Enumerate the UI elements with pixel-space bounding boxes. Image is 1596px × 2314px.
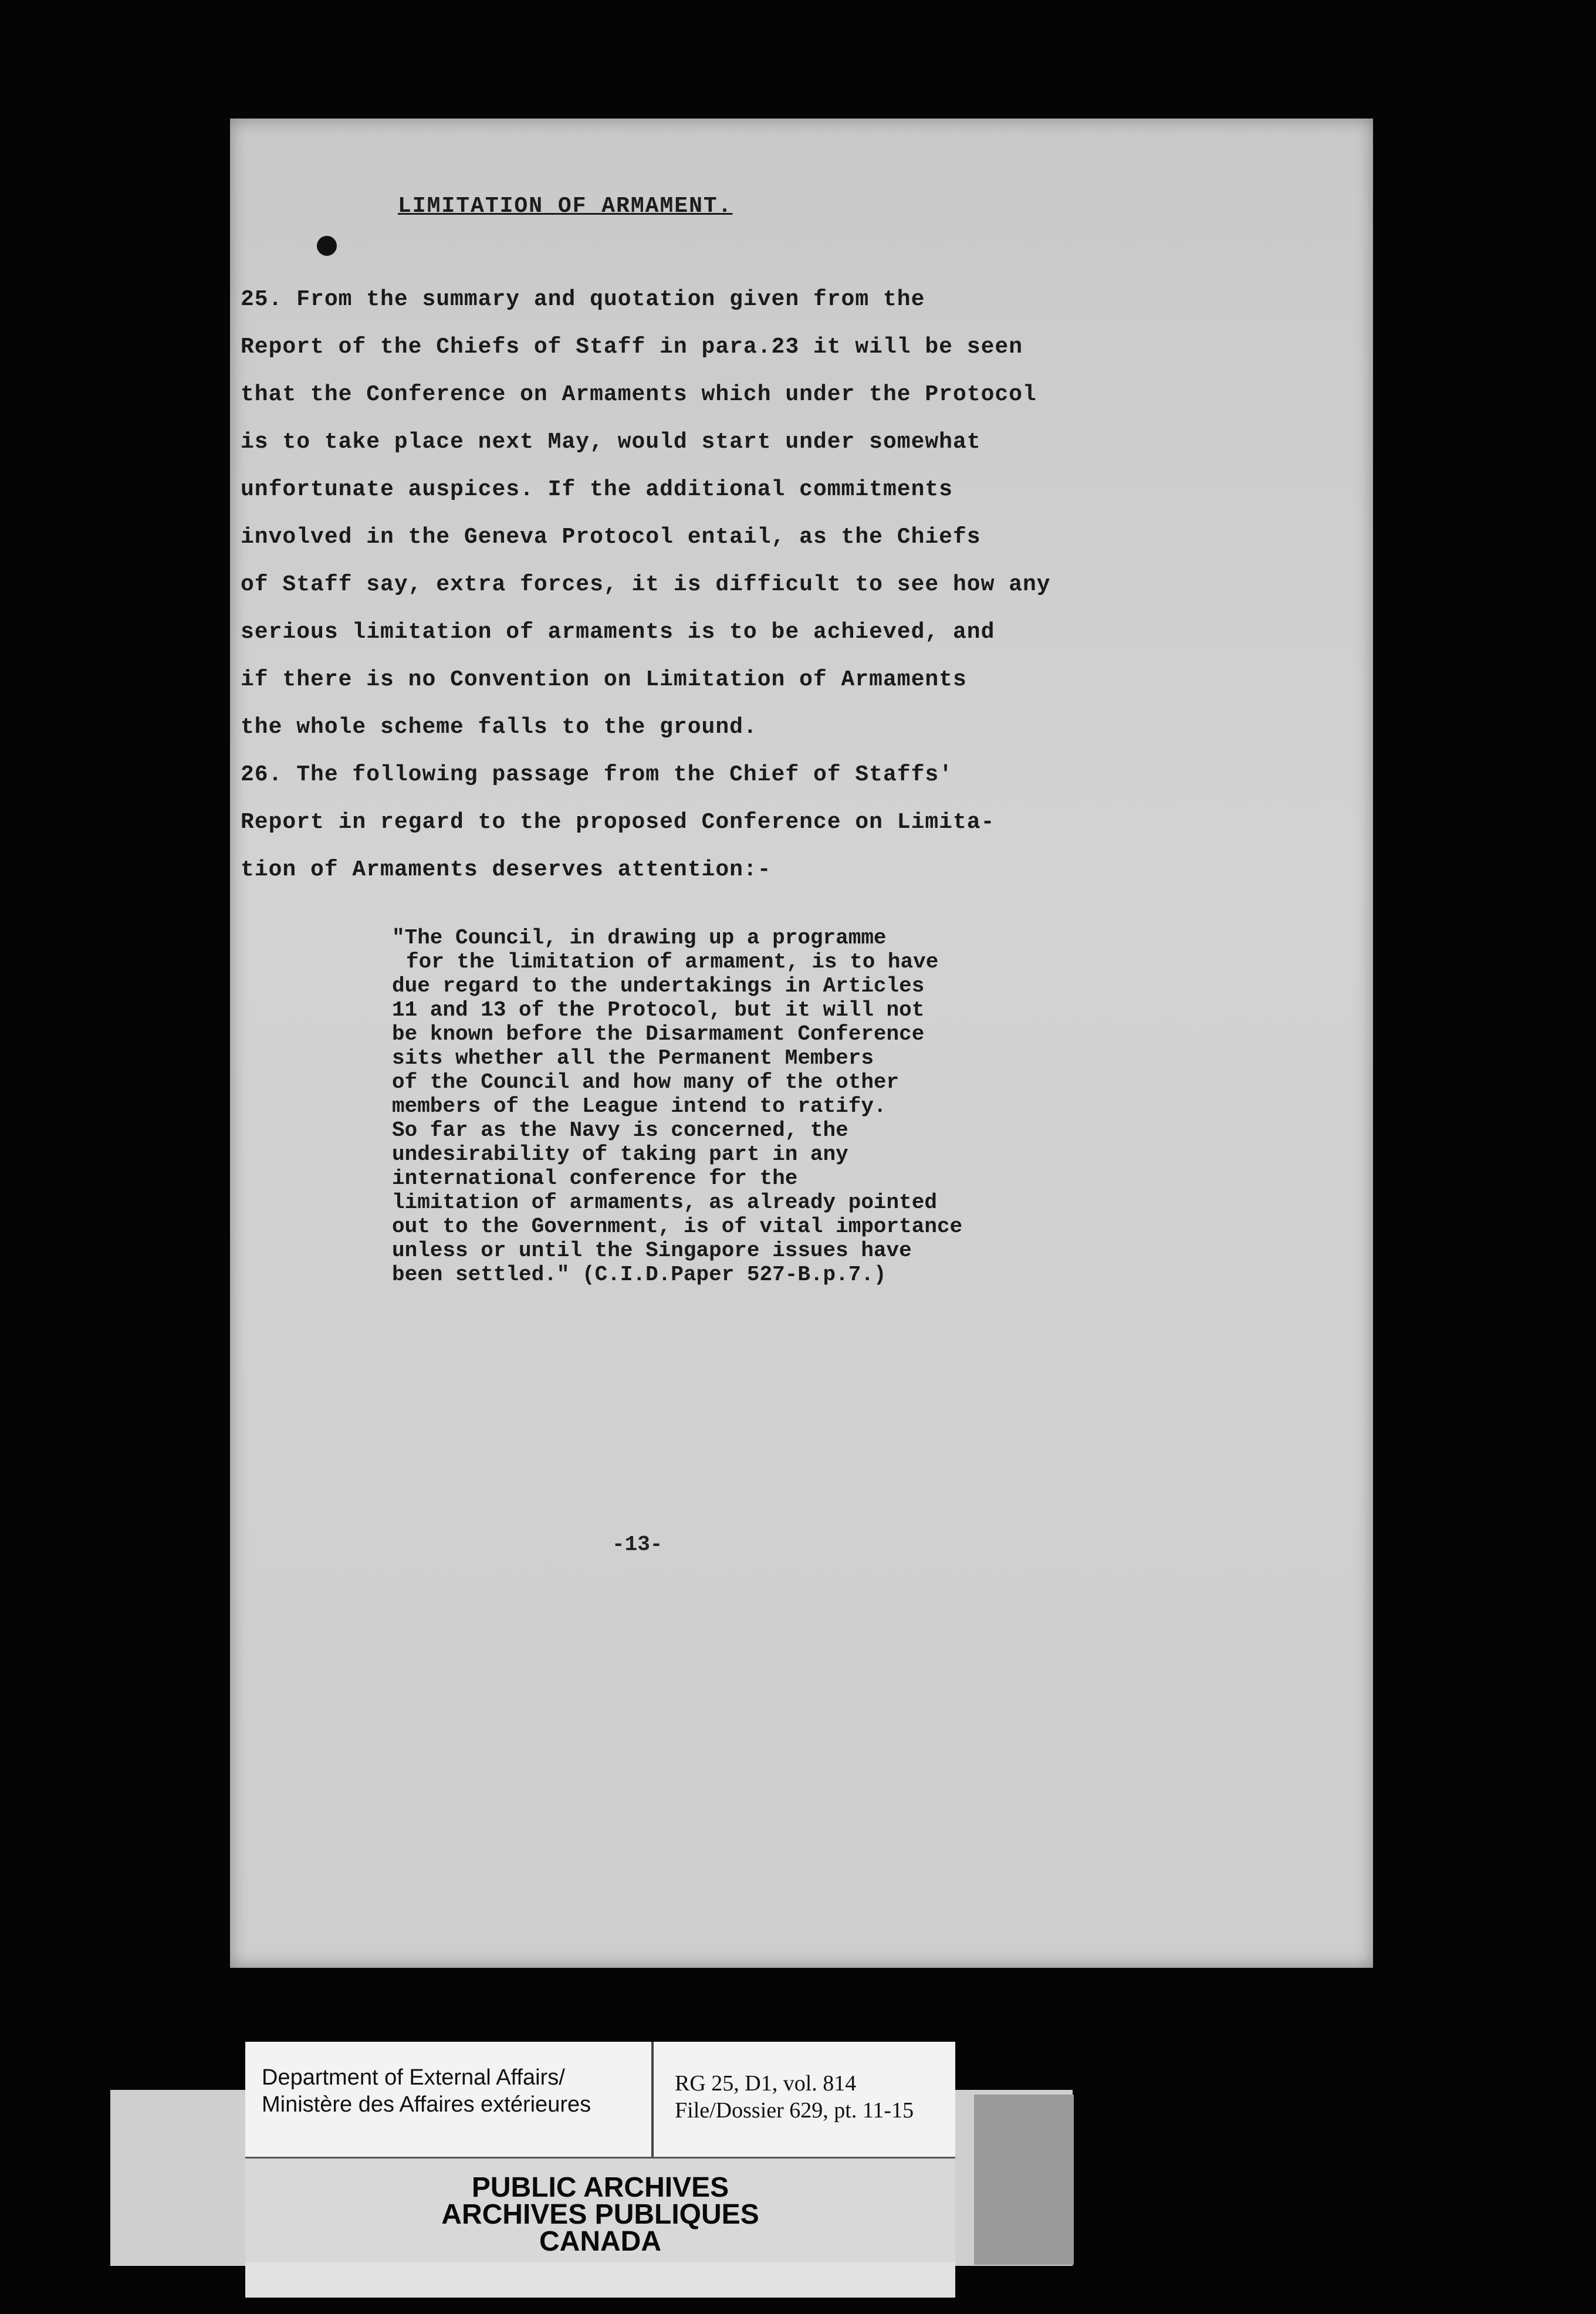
quote-line: of the Council and how many of the other xyxy=(392,1070,900,1094)
archives-stamp xyxy=(245,2174,955,2255)
text-line: is to take place next May, would start under somewhat xyxy=(241,429,981,455)
quote-line: So far as the Navy is concerned, the xyxy=(392,1118,848,1142)
text-line: involved in the Geneva Protocol entail, as the Chiefs xyxy=(241,525,981,550)
reference-file: File/Dossier 629, pt. 11-15 xyxy=(675,2098,914,2123)
text-line: unfortunate auspices. If the additional commitments xyxy=(241,477,953,502)
quote-line: limitation of armaments, as already pointed xyxy=(392,1190,937,1214)
quote-line: undesirability of taking part in any xyxy=(392,1142,848,1166)
reference-volume: RG 25, D1, vol. 814 xyxy=(675,2071,857,2096)
label-strip-end xyxy=(974,2095,1074,2265)
quote-line: be known before the Disarmament Conference xyxy=(392,1022,925,1046)
body-text xyxy=(241,276,1109,894)
department-name-fr: Ministère des Affaires extérieures xyxy=(262,2092,591,2117)
quote-line: members of the League intend to ratify. xyxy=(392,1094,887,1118)
text-line: serious limitation of armaments is to be achieved, and xyxy=(241,620,995,645)
block-quote xyxy=(392,926,1061,1287)
quote-line: for the limitation of armament, is to have xyxy=(406,950,939,974)
department-name-en: Department of External Affairs/ xyxy=(262,2065,565,2090)
document-title: LIMITATION OF ARMAMENT. xyxy=(398,194,733,219)
text-line: 25. From the summary and quotation given from the xyxy=(241,287,925,312)
text-line: tion of Armaments deserves attention:- xyxy=(241,857,772,882)
stamp-line-country: CANADA xyxy=(539,2226,661,2257)
department-name xyxy=(262,2064,591,2118)
quote-line: 11 and 13 of the Protocol, but it will not xyxy=(392,998,925,1022)
archive-reference xyxy=(675,2070,914,2124)
text-line: 26. The following passage from the Chief of Staffs' xyxy=(241,762,953,787)
text-line: Report of the Chiefs of Staff in para.23 it will be seen xyxy=(241,334,1023,360)
label-bottom-strip xyxy=(245,2262,955,2298)
stamp-line-fr: ARCHIVES PUBLIQUES xyxy=(441,2199,759,2230)
quote-line: sits whether all the Permanent Members xyxy=(392,1046,874,1070)
quote-line: international conference for the xyxy=(392,1166,798,1190)
quote-line: due regard to the undertakings in Articles xyxy=(392,974,925,998)
text-line: the whole scheme falls to the ground. xyxy=(241,715,758,740)
quote-line: out to the Government, is of vital importance xyxy=(392,1214,963,1239)
text-line: Report in regard to the proposed Conference on Limita- xyxy=(241,810,995,835)
quote-line: unless or until the Singapore issues have xyxy=(392,1239,912,1263)
quote-line: been settled." (C.I.D.Paper 527-B.p.7.) xyxy=(392,1263,887,1287)
punch-hole xyxy=(317,236,337,256)
text-line: of Staff say, extra forces, it is difficult to see how any xyxy=(241,572,1051,597)
text-line: if there is no Convention on Limitation of Armaments xyxy=(241,667,967,692)
text-line: that the Conference on Armaments which under the Protocol xyxy=(241,382,1037,407)
label-divider xyxy=(651,2042,654,2157)
quote-line: "The Council, in drawing up a programme xyxy=(392,926,887,950)
stamp-line-en: PUBLIC ARCHIVES xyxy=(471,2172,729,2203)
page-number: -13- xyxy=(612,1532,663,1557)
